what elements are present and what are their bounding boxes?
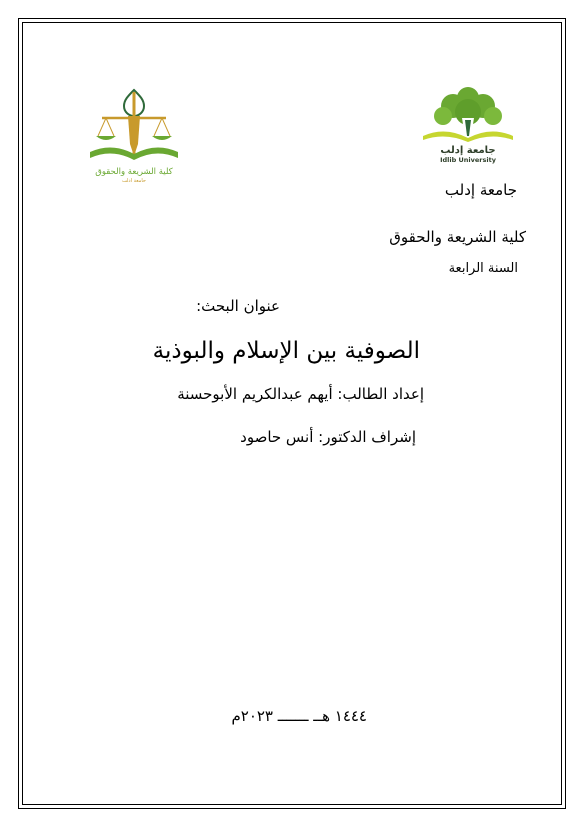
university-name: جامعة إدلب	[444, 181, 517, 199]
research-title: الصوفية بين الإسلام والبوذية	[152, 338, 420, 364]
faculty-name: كلية الشريعة والحقوق	[389, 228, 526, 246]
faculty-logo-subcaption: جامعة ادلب	[121, 178, 147, 182]
university-logo	[413, 84, 523, 164]
tree-icon	[423, 87, 513, 142]
student-name: إعداد الطالب: أيهم عبدالكريم الأبوحسنة	[177, 385, 424, 403]
research-title-label: عنوان البحث:	[196, 297, 280, 315]
university-logo-caption-ar: جامعة إدلب	[440, 145, 496, 156]
supervisor-name: إشراف الدكتور: أنس حاصود	[240, 428, 416, 446]
scales-of-justice-icon	[90, 90, 178, 160]
date-line: ١٤٤٤ هــ ـــــــ ٢٠٢٣م	[231, 707, 367, 725]
university-logo-caption-en: Idlib University	[440, 156, 496, 164]
faculty-logo-caption: كلية الشريعة والحقوق	[95, 167, 173, 177]
faculty-logo	[84, 86, 184, 182]
study-year: السنة الرابعة	[448, 261, 518, 276]
